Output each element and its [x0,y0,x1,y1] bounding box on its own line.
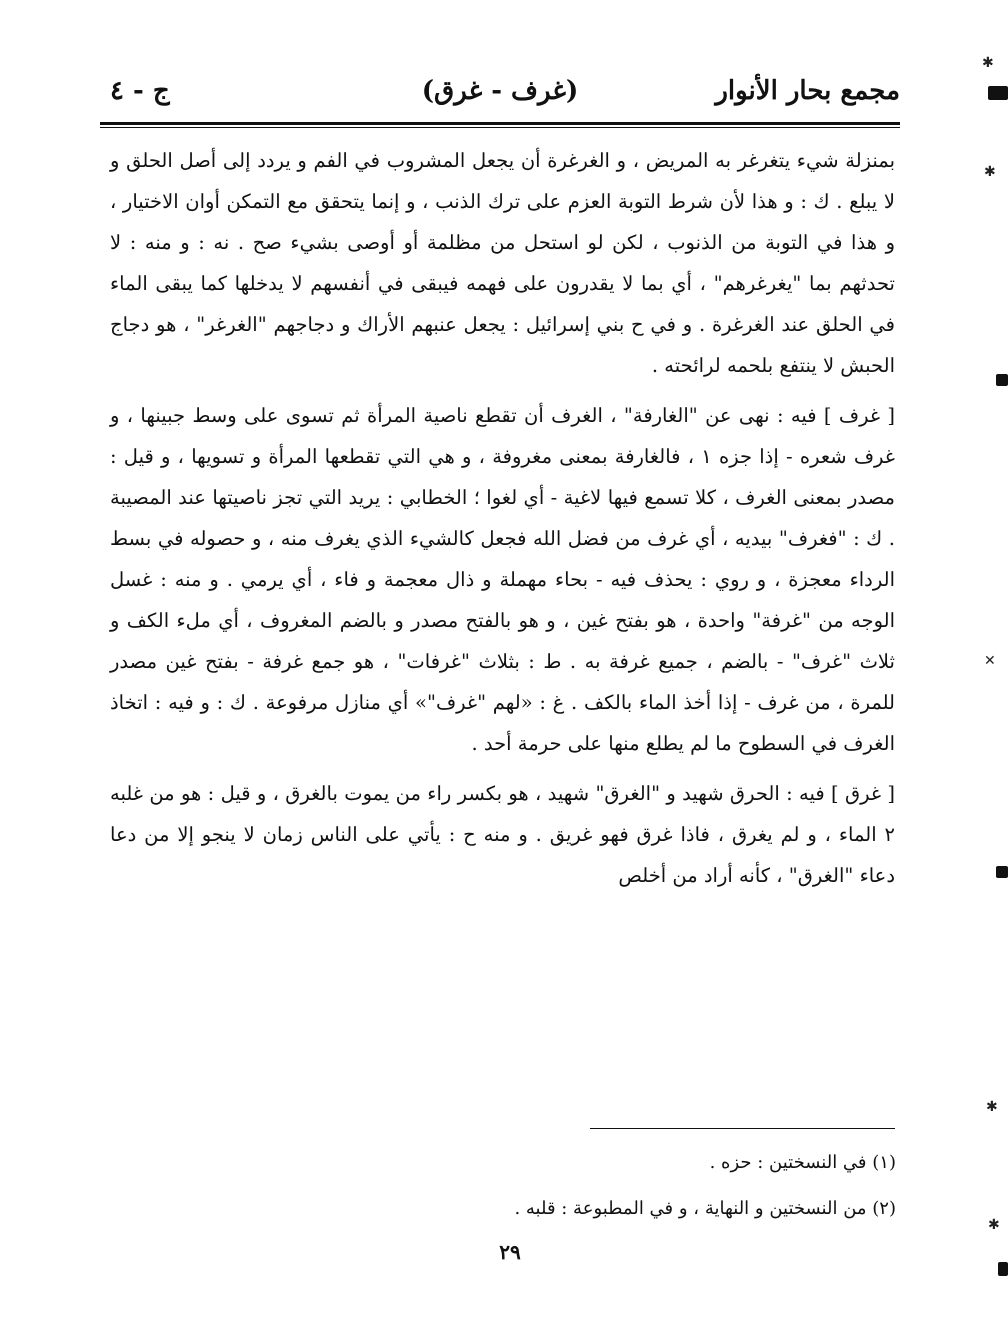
scan-mark [996,374,1008,386]
footnote-separator [590,1128,895,1129]
paragraph-gharghara: بمنزلة شيء يتغرغر به المريض ، و الغرغرة أن يجعل المشروب في الفم و يردد إلى أصل الحلق و لا يبلع . ك : و هذا لأن شرط التوبة العزم على ترك الذنب ، و إنما يتحقق مع التمكن أوان الاختيار ، و هذا في التوبة من الذنوب ، لكن لو استحل من مظلمة أو أوصى بشيء صح . نه : و منه : لا تحدثهم بما "يغرغرهم" ، أي بما لا يقدرون على فهمه فيبقى في أنفسهم لا يدخلها كما يبقى الماء في الحلق عند الغرغرة . و في ح بني إسرائيل : يجعل عنبهم الأراك و دجاجهم "الغرغر" ، هو دجاج الحبش لا ينتفع بلحمه لرائحته . [110,149,895,377]
paragraph-gharf: [ غرف ] فيه : نهى عن "الغارفة" ، الغرف أن تقطع ناصية المرأة ثم تسوى على وسط جبينها ، و غرف شعره - إذا جزه ١ ، فالغارفة بمعنى مغروفة ، و هي التي تقطعها المرأة و تسويها ، و قيل : مصدر بمعنى الغرف ، كلا تسمع فيها لاغية - أي لغوا ؛ الخطابي : يريد التي تجز ناصيتها عند المصيبة . ك : "فغرف" بيديه ، أي غرف من فضل الله فجعل كالشيء الذي يغرف منه ، و حصوله في بسط الرداء معجزة ، و روي : يحذف فيه - بحاء مهملة و ذال معجمة و فاء ، أي يرمي . و منه : غسل الوجه من "غرفة" واحدة ، هو بفتح غين ، و هو بالفتح مصدر و بالضم المغروف ، أي ملء الكف و ثلاث "غرف" - بالضم ، جميع غرفة به . ط : بثلاث "غرفات" ، هو جمع غرفة - بفتح غين مصدر للمرة ، من غرف - إذا أخذ الماء بالكف . غ : «لهم "غرف"» أي منازل مرفوعة . ك : و فيه : اتخاذ الغرف في السطوح ما لم يطلع منها على حرمة أحد . [110,404,895,755]
scan-mark: ✱ [984,164,996,180]
scan-mark: ✱ [986,1099,998,1115]
scan-mark [988,86,1008,100]
scan-mark: ✱ [982,55,994,71]
main-text [110,140,895,896]
header-rule [100,122,900,125]
scan-mark: ✱ [988,1217,1000,1233]
header-rule-thin [100,127,900,128]
paragraph-gharaq: [ غرق ] فيه : الحرق شهيد و "الغرق" شهيد ، هو بكسر راء من يموت بالغرق ، و قيل : هو من غلبه ٢ الماء ، و لم يغرق ، فاذا غرق فهو غريق . و منه ح : يأتي على الناس زمان لا ينجو إلا من دعا دعاء "الغرق" ، كأنه أراد من أخلص [110,782,895,887]
page-number: ٢٩ [499,1240,521,1264]
scan-mark [996,866,1008,878]
entry-range: (غرف - غرق) [421,76,579,106]
book-title: مجمع بحار الأنوار [715,76,900,106]
scan-mark: ✕ [984,653,996,669]
footnotes [196,1140,896,1232]
footnote-1: (١) في النسختين : حزه . [709,1152,896,1173]
footnote-2: (٢) من النسختين و النهاية ، و في المطبوعة : قلبه . [514,1198,896,1219]
scan-mark [998,1262,1008,1276]
running-header [100,70,900,120]
volume-label: ج - ٤ [110,76,170,106]
